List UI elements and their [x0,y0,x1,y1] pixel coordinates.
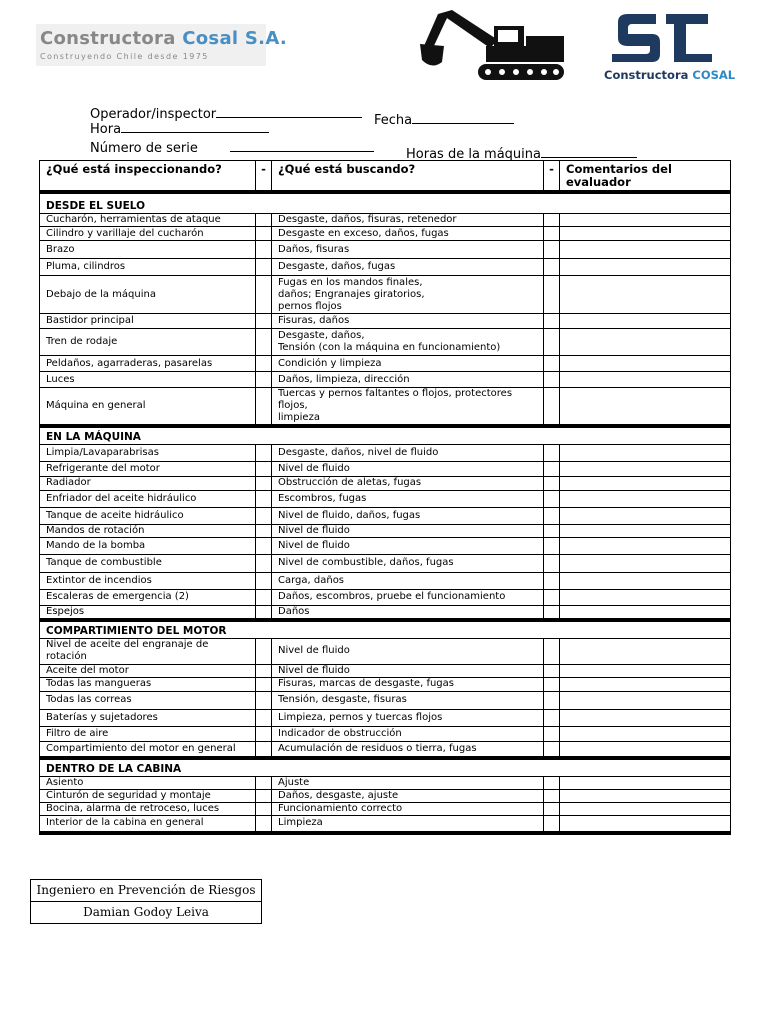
table-row [40,605,731,620]
look-cell: Daños, escombros, pruebe el funcionamiento [272,589,544,605]
check-cell[interactable] [256,802,272,815]
comment-cell[interactable] [560,554,731,572]
item-cell: Interior de la cabina en general [40,815,256,833]
check-cell[interactable] [256,276,272,314]
check-cell[interactable] [256,815,272,833]
comment-cell[interactable] [560,776,731,789]
item-cell: Tanque de aceite hidráulico [40,507,256,524]
comment-cell[interactable] [560,372,731,388]
check-cell[interactable] [544,537,560,554]
look-cell: Indicador de obstrucción [272,726,544,741]
section-row [40,192,731,214]
company-logo-right [600,10,736,86]
check-cell[interactable] [256,227,272,241]
look-cell: Nivel de fluido [272,537,544,554]
check-cell[interactable] [256,709,272,726]
check-cell[interactable] [544,490,560,507]
table-row [40,356,731,372]
look-cell: Nivel de fluido [272,638,544,664]
look-cell: Limpieza, pernos y tuercas flojos [272,709,544,726]
check-cell[interactable] [544,776,560,789]
company-logo-left [36,24,288,66]
check-cell[interactable] [544,259,560,276]
check-cell[interactable] [256,572,272,589]
check-cell[interactable] [544,314,560,329]
header-looking-for: ¿Qué está buscando? [272,161,544,192]
hours-line[interactable] [541,145,637,158]
section-row [40,758,731,776]
comment-cell[interactable] [560,691,731,709]
item-cell: Filtro de aire [40,726,256,741]
item-cell: Espejos [40,605,256,620]
look-cell: Desgaste, daños, nivel de fluido [272,444,544,461]
look-cell: Fisuras, daños [272,314,544,329]
check-cell[interactable] [256,789,272,802]
table-row [40,227,731,241]
check-cell[interactable] [256,259,272,276]
item-cell: Escaleras de emergencia (2) [40,589,256,605]
item-cell: Cilindro y varillaje del cucharón [40,227,256,241]
item-cell: Refrigerante del motor [40,461,256,476]
check-cell[interactable] [256,638,272,664]
item-cell: Baterías y sujetadores [40,709,256,726]
check-cell[interactable] [256,444,272,461]
table-row [40,214,731,227]
check-cell[interactable] [544,372,560,388]
table-row [40,638,731,664]
section-title: COMPARTIMIENTO DEL MOTOR [40,620,731,638]
item-cell: Aceite del motor [40,664,256,677]
check-cell[interactable] [544,605,560,620]
item-cell: Tren de rodaje [40,329,256,356]
item-cell: Nivel de aceite del engranaje de rotación [40,638,256,664]
comment-cell[interactable] [560,329,731,356]
table-row [40,372,731,388]
item-cell: Radiador [40,476,256,490]
look-cell: Tensión, desgaste, fisuras [272,691,544,709]
item-cell: Todas las correas [40,691,256,709]
item-cell: Máquina en general [40,388,256,427]
item-cell: Mando de la bomba [40,537,256,554]
comment-cell[interactable] [560,227,731,241]
look-cell: Nivel de fluido [272,524,544,537]
look-cell: Nivel de fluido [272,664,544,677]
comment-cell[interactable] [560,276,731,314]
item-cell: Extintor de incendios [40,572,256,589]
look-cell: Nivel de combustible, daños, fugas [272,554,544,572]
company-name-accent: Cosal S.A. [182,28,288,49]
table-row [40,241,731,259]
company-tagline: Construyendo Chile desde 1975 [40,52,209,61]
table-row [40,329,731,356]
excavator-icon [416,6,568,84]
item-cell: Todas las mangueras [40,677,256,691]
check-cell[interactable] [544,815,560,833]
check-cell[interactable] [256,741,272,758]
look-cell: Daños [272,605,544,620]
check-cell[interactable] [256,664,272,677]
check-cell[interactable] [256,461,272,476]
check-cell[interactable] [256,476,272,490]
serial-field[interactable] [90,139,374,156]
table-row [40,677,731,691]
look-cell: Limpieza [272,815,544,833]
comment-cell[interactable] [560,524,731,537]
signature-role: Ingeniero en Prevención de Riesgos [36,883,256,897]
look-cell: Ajuste [272,776,544,789]
check-cell[interactable] [544,476,560,490]
table-row [40,776,731,789]
check-cell[interactable] [256,776,272,789]
table-row [40,709,731,726]
table-row [40,537,731,554]
date-field[interactable] [374,111,514,128]
comment-cell[interactable] [560,709,731,726]
item-cell: Limpia/Lavaparabrisas [40,444,256,461]
item-cell: Enfriador del aceite hidráulico [40,490,256,507]
right-logo-name: Constructora [604,68,689,82]
comment-cell[interactable] [560,241,731,259]
company-name: Constructora [40,28,176,49]
section-title: DESDE EL SUELO [40,192,731,214]
date-label: Fecha [374,113,413,128]
comment-cell[interactable] [560,356,731,372]
check-cell[interactable] [256,537,272,554]
serial-label: Número de serie [90,141,198,156]
check-cell[interactable] [544,276,560,314]
comment-cell[interactable] [560,638,731,664]
look-cell: Condición y limpieza [272,356,544,372]
check-cell[interactable] [544,802,560,815]
signature-name: Damian Godoy Leiva [31,901,261,923]
table-header-row [40,161,731,192]
time-label: Hora [90,122,122,137]
comment-cell[interactable] [560,476,731,490]
check-cell[interactable] [544,524,560,537]
right-logo-accent: COSAL [692,68,736,82]
look-cell: Acumulación de residuos o tierra, fugas [272,741,544,758]
check-cell[interactable] [544,241,560,259]
look-cell: Tuercas y pernos faltantes o flojos, protectores flojos, limpieza [272,388,544,427]
comment-cell[interactable] [560,314,731,329]
table-row [40,444,731,461]
check-cell[interactable] [256,329,272,356]
check-cell[interactable] [544,789,560,802]
cosal-logo-mark [612,10,712,66]
table-row [40,741,731,758]
comment-cell[interactable] [560,461,731,476]
check-cell[interactable] [544,554,560,572]
table-row [40,664,731,677]
look-cell: Desgaste, daños, Tensión (con la máquina en funcionamiento) [272,329,544,356]
item-cell: Cucharón, herramientas de ataque [40,214,256,227]
check-cell[interactable] [256,677,272,691]
check-cell[interactable] [544,638,560,664]
comment-cell[interactable] [560,444,731,461]
comment-cell[interactable] [560,802,731,815]
inspection-table [39,160,731,835]
check-cell[interactable] [256,589,272,605]
time-line[interactable] [121,120,269,133]
check-cell[interactable] [256,241,272,259]
look-cell: Escombros, fugas [272,490,544,507]
comment-cell[interactable] [560,490,731,507]
look-cell: Daños, limpieza, dirección [272,372,544,388]
look-cell: Desgaste, daños, fisuras, retenedor [272,214,544,227]
comment-cell[interactable] [560,726,731,741]
check-cell[interactable] [256,554,272,572]
comment-cell[interactable] [560,388,731,427]
comment-cell[interactable] [560,741,731,758]
operator-line[interactable] [216,105,362,118]
table-row [40,815,731,833]
item-cell: Debajo de la máquina [40,276,256,314]
check-cell[interactable] [544,709,560,726]
check-cell[interactable] [256,214,272,227]
comment-cell[interactable] [560,789,731,802]
check-cell[interactable] [544,461,560,476]
check-cell[interactable] [544,388,560,427]
look-cell: Fisuras, marcas de desgaste, fugas [272,677,544,691]
header-mark: - [256,161,272,192]
look-cell: Nivel de fluido, daños, fugas [272,507,544,524]
check-cell[interactable] [256,490,272,507]
table-row [40,554,731,572]
check-cell[interactable] [544,664,560,677]
look-cell: Obstrucción de aletas, fugas [272,476,544,490]
table-row [40,476,731,490]
table-row [40,276,731,314]
check-cell[interactable] [544,329,560,356]
look-cell: Fugas en los mandos finales, daños; Engranajes giratorios, pernos flojos [272,276,544,314]
item-cell: Cinturón de seguridad y montaje [40,789,256,802]
look-cell: Daños, fisuras [272,241,544,259]
table-row [40,726,731,741]
table-row [40,589,731,605]
comment-cell[interactable] [560,537,731,554]
check-cell[interactable] [256,524,272,537]
look-cell: Desgaste, daños, fugas [272,259,544,276]
check-cell[interactable] [256,605,272,620]
item-cell: Luces [40,372,256,388]
header-inspecting: ¿Qué está inspeccionando? [40,161,256,192]
check-cell[interactable] [544,444,560,461]
check-cell[interactable] [256,388,272,427]
check-cell[interactable] [256,314,272,329]
check-cell[interactable] [544,741,560,758]
comment-cell[interactable] [560,589,731,605]
item-cell: Compartimiento del motor en general [40,741,256,758]
table-row [40,789,731,802]
hours-label: Horas de la máquina [406,147,541,162]
table-row [40,461,731,476]
signature-block [30,879,262,924]
check-cell[interactable] [256,691,272,709]
item-cell: Bocina, alarma de retroceso, luces [40,802,256,815]
check-cell[interactable] [256,372,272,388]
check-cell[interactable] [544,572,560,589]
operator-label: Operador/inspector [90,107,217,122]
table-row [40,490,731,507]
item-cell: Peldaños, agarraderas, pasarelas [40,356,256,372]
item-cell: Asiento [40,776,256,789]
look-cell: Funcionamiento correcto [272,802,544,815]
table-row [40,314,731,329]
section-row [40,426,731,444]
header-comments: Comentarios del evaluador [560,161,731,192]
check-cell[interactable] [544,227,560,241]
check-cell[interactable] [544,356,560,372]
item-cell: Pluma, cilindros [40,259,256,276]
check-cell[interactable] [544,691,560,709]
check-cell[interactable] [544,507,560,524]
comment-cell[interactable] [560,259,731,276]
table-row [40,524,731,537]
check-cell[interactable] [544,677,560,691]
table-row [40,572,731,589]
comment-cell[interactable] [560,677,731,691]
look-cell: Desgaste en exceso, daños, fugas [272,227,544,241]
table-row [40,507,731,524]
item-cell: Brazo [40,241,256,259]
check-cell[interactable] [544,214,560,227]
comment-cell[interactable] [560,214,731,227]
header-mark: - [544,161,560,192]
table-row [40,388,731,427]
table-row [40,691,731,709]
comment-cell[interactable] [560,815,731,833]
table-row [40,259,731,276]
item-cell: Bastidor principal [40,314,256,329]
table-row [40,802,731,815]
item-cell: Mandos de rotación [40,524,256,537]
date-line[interactable] [412,111,514,124]
look-cell: Nivel de fluido [272,461,544,476]
comment-cell[interactable] [560,605,731,620]
comment-cell[interactable] [560,572,731,589]
look-cell: Carga, daños [272,572,544,589]
look-cell: Daños, desgaste, ajuste [272,789,544,802]
check-cell[interactable] [256,726,272,741]
section-title: DENTRO DE LA CABINA [40,758,731,776]
check-cell[interactable] [256,356,272,372]
time-field[interactable] [90,120,269,137]
comment-cell[interactable] [560,507,731,524]
check-cell[interactable] [256,507,272,524]
section-title: EN LA MÁQUINA [40,426,731,444]
serial-line[interactable] [230,139,374,152]
comment-cell[interactable] [560,664,731,677]
check-cell[interactable] [544,726,560,741]
item-cell: Tanque de combustible [40,554,256,572]
check-cell[interactable] [544,589,560,605]
section-row [40,620,731,638]
